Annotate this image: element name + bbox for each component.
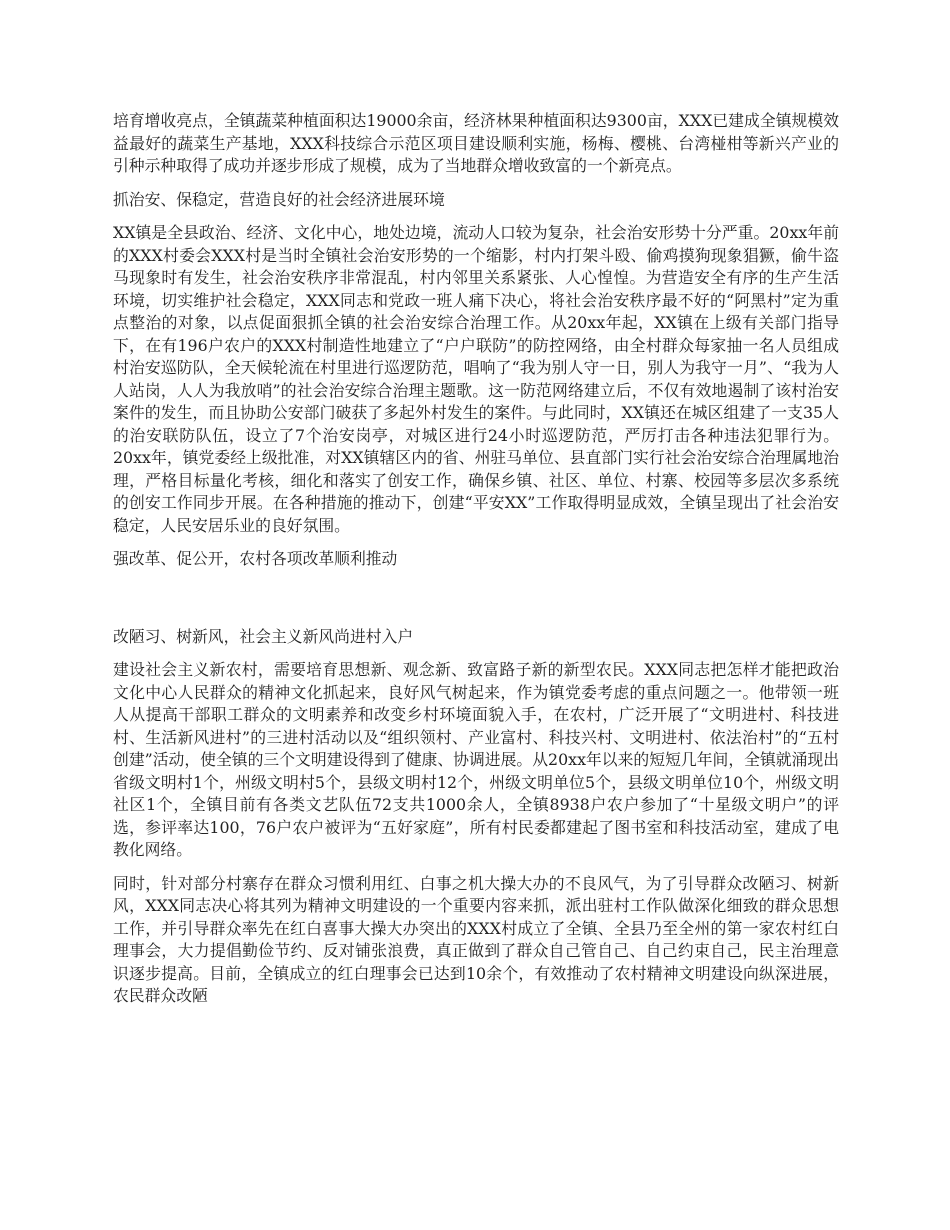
paragraph-public-security: XX镇是全县政治、经济、文化中心，地处边境，流动人口较为复杂，社会治安形势十分严重。20xx年前的XXX村委会XXX村是当时全镇社会治安形势的一个缩影，村内打架斗殴、偷鸡摸狗现象猖獗，偷牛盗马现象时有发生，社会治安秩序非常混乱，村内邻里关系紧张、人心惶惶。为营造安全有序的生产生活环境，切实维护社会稳定，XXX同志和党政一班人痛下决心，将社会治安秩序最不好的“阿黑村”定为重点整治的对象，以点促面狠抓全镇的社会治安综合治理工作。从20xx年起，XX镇在上级有关部门指导下，在有196户农户的XXX村制造性地建立了“户户联防”的防控网络，由全村群众每家抽一名人员组成村治安巡防队，全天候轮流在村里进行巡逻防范，唱响了“我为别人守一日，别人为我守一月”、“我为人人站岗，人人为我放哨”的社会治安综合治理主题歌。这一防范网络建立后，不仅有效地遏制了该村治安案件的发生，而且协助公安部门破获了多起外村发生的案件。与此同时，XX镇还在城区组建了一支35人的治安联防队伍，设立了7个治安岗亭，对城区进行24小时巡逻防范，严厉打击各种违法犯罪行为。20xx年，镇党委经上级批准，对XX镇辖区内的省、州驻马单位、县直部门实行社会治安综合治理属地治理，严格目标量化考核，细化和落实了创安工作，确保乡镇、社区、单位、村寨、校园等多层次多系统的创安工作同步开展。在各种措施的推动下，创建“平安XX”工作取得明显成效，全镇呈现出了社会治安稳定，人民安居乐业的良好氛围。 <box>113 223 839 535</box>
heading-new-customs: 改陋习、树新风，社会主义新风尚进村入户 <box>113 626 414 646</box>
section-gap <box>113 582 839 626</box>
heading-public-security: 抓治安、保稳定，营造良好的社会经济进展环境 <box>113 189 445 209</box>
paragraph-red-white-council: 同时，针对部分村寨存在群众习惯利用红、白事之机大操大办的不良风气，为了引导群众改陋习、树新风，XXX同志决心将其列为精神文明建设的一个重要内容来抓，派出驻村工作队做深化细致的群众思想工作，并引导群众率先在红白喜事大操大办突出的XXX村成立了全镇、全县乃至全州的第一家农村红白理事会，大力提倡勤俭节约、反对铺张浪费，真正做到了群众自己管自己、自己约束自己，民主治理意识逐步提高。目前，全镇成立的红白理事会已达到10余个，有效推动了农村精神文明建设向纵深进展，农民群众改陋 <box>113 873 839 1005</box>
paragraph-new-countryside: 建设社会主义新农村，需要培育思想新、观念新、致富路子新的新型农民。XXX同志把怎样才能把政治文化中心人民群众的精神文化抓起来，良好风气树起来，作为镇党委考虑的重点问题之一。他带领一班人从提高干部职工群众的文明素养和改变乡村环境面貌入手，在农村，广泛开展了“文明进村、科技进村、生活新风进村”的三进村活动以及“组织领村、产业富村、科技兴村、文明进村、依法治村”的“五村创建”活动，使全镇的三个文明建设得到了健康、协调进展。从20xx年以来的短短几年间，全镇就涌现出省级文明村1个，州级文明村5个，县级文明村12个，州级文明单位5个，县级文明单位10个，州级文明社区1个，全镇目前有各类文艺队伍72支共1000余人，全镇8938户农户参加了“十星级文明户”的评选，参评率达100，76户农户被评为“五好家庭”，所有村民委都建起了图书室和科技活动室，建成了电教化网络。 <box>113 660 839 859</box>
paragraph-income-highlights: 培育增收亮点，全镇蔬菜种植面积达19000余亩，经济林果种植面积达9300亩，XXX已建成全镇规模效益最好的蔬菜生产基地，XXX科技综合示范区项目建设顺利实施，杨梅、樱桃、台湾椪柑等新兴产业的引种示种取得了成功并逐步形成了规模，成为了当地群众增收致富的一个新亮点。 <box>113 111 839 175</box>
heading-rural-reform: 强改革、促公开，农村各项改革顺利推动 <box>113 549 398 568</box>
document-page <box>113 110 839 1019</box>
